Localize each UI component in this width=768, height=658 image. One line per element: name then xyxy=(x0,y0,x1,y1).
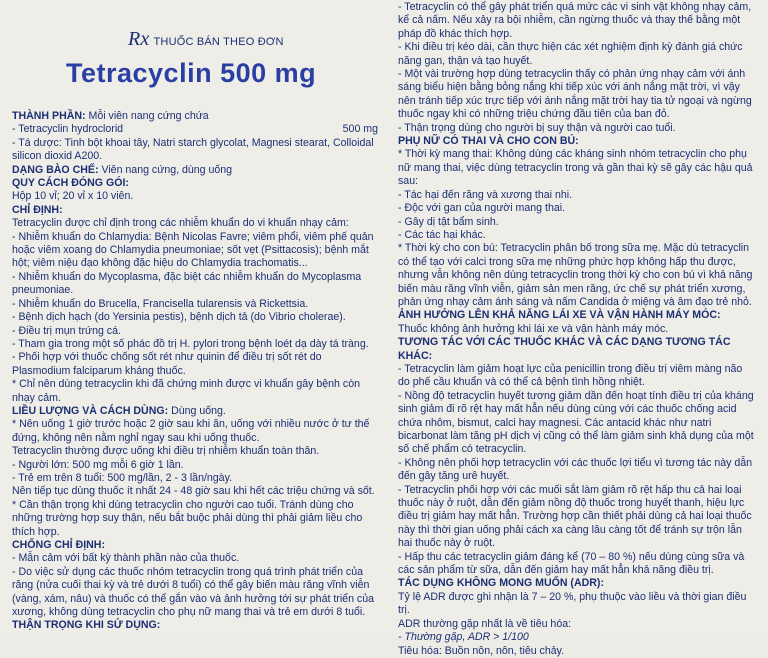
dose-list xyxy=(12,418,378,539)
pregnancy-line: - Độc với gan của người mang thai. xyxy=(398,202,566,215)
interaction-line: - Tetracyclin phối hợp với các muối sắt làm giảm rõ rệt hấp thu cả hai loại thuốc này ở ruột, dẫn đến giảm nồng độ thuốc trong huyết thanh, hiệu lực điều trị giảm hay mất hẳn. Trường hợp cần thiết phải dùng cả hai loại thuốc này thì thời gian uống phải cách xa càng lâu càng tốt để tránh sự trộn lẫn hai thuốc này ở ruột. xyxy=(398,483,752,550)
pregnancy-line: * Thời kỳ mang thai: Không dùng các kháng sinh nhóm tetracyclin cho phụ nữ mang thai, việc dùng tetracyclin trong và gần thai kỳ sẽ gây các hậu quả sau: xyxy=(398,148,753,188)
composition-intro: Mỗi viên nang cứng chứa xyxy=(85,110,209,122)
interaction-title: TƯƠNG TÁC VỚI CÁC THUỐC KHÁC VÀ CÁC DẠNG TƯƠNG TÁC KHÁC: xyxy=(398,336,731,362)
product-name: Tetracyclin 500 mg xyxy=(66,58,317,88)
adr-line: ADR thường gặp nhất là về tiêu hóa: xyxy=(398,617,572,630)
indication-line: - Bệnh dịch hạch (do Yersinia pestis), bệnh dịch tả (do Vibrio cholerae). xyxy=(12,311,346,324)
rx-symbol: Rx xyxy=(128,28,150,50)
dose-title: LIỀU LƯỢNG VÀ CÁCH DÙNG: xyxy=(12,404,169,417)
composition-item: - Tetracyclin hydroclorid xyxy=(12,123,124,136)
adr-line: - Thường gặp, ADR > 1/100 xyxy=(398,631,529,644)
excipients: - Tá dược: Tinh bột khoai tây, Natri starch glycolat, Magnesi stearat, Colloidal silicon dioxid A200. xyxy=(12,136,374,163)
dose-line: - Trẻ em trên 8 tuổi: 500 mg/lần, 2 - 3 lần/ngày. xyxy=(12,471,233,484)
adr-title: TÁC DỤNG KHÔNG MONG MUỐN (ADR): xyxy=(398,577,604,590)
interaction-line: - Không nên phối hợp tetracyclin với các thuốc lợi tiểu vì tương tác này dẫn đến gây tăng urê huyết. xyxy=(398,456,753,483)
composition-qty: 500 mg xyxy=(342,123,378,136)
pregnancy-line: - Các tác hại khác. xyxy=(398,228,486,241)
indication-line: * Chỉ nên dùng tetracyclin khi đã chứng minh được vi khuẩn gây bệnh còn nhạy cảm. xyxy=(12,378,360,404)
composition xyxy=(12,110,378,123)
contra-line: - Do việc sử dụng các thuốc nhóm tetracyclin trong quá trình phát triển của răng (nửa cuối thai kỳ và trẻ dưới 8 tuổi) có thể gây biến màu răng vĩnh viễn (vàng, xám, nâu) và thuốc có thể gắn vào và ảnh hưởng tới sự phát triển của xương, không dùng tetracyclin cho phụ nữ mang thai và trẻ em dưới 8 tuổi. xyxy=(12,565,374,619)
caution-title: THẬN TRỌNG KHI SỬ DỤNG: xyxy=(12,619,161,632)
left-column xyxy=(12,110,378,633)
driving-title: ẢNH HƯỞNG LÊN KHẢ NĂNG LÁI XE VÀ VẬN HÀNH MÁY MÓC: xyxy=(398,309,721,322)
pack-title: QUY CÁCH ĐÓNG GÓI: xyxy=(12,177,129,190)
dosage xyxy=(12,405,378,418)
form-title: DẠNG BÀO CHẾ: xyxy=(12,163,99,176)
dose-line: Nên tiếp tục dùng thuốc ít nhất 24 - 48 giờ sau khi hết các triệu chứng và sốt. xyxy=(12,485,375,498)
indication-line: - Nhiễm khuẩn do Chlamydia: Bệnh Nicolas Favre; viêm phổi, viêm phế quản hoặc viêm xoang do Chlamydia pneumoniae; sốt vẹt (Psittacosis); bệnh mắt hột; viêm niệu đạo không đặc hiệu do Chlamydia trachomatis... xyxy=(12,230,374,270)
pregnancy-line: - Tác hại đến răng và xương thai nhi. xyxy=(398,188,573,201)
contra-title: CHỐNG CHỈ ĐỊNH: xyxy=(12,539,105,551)
rx-text: THUỐC BÁN THEO ĐƠN xyxy=(153,36,284,48)
indication-line: Tetracyclin được chỉ định trong các nhiễm khuẩn do vi khuẩn nhạy cảm: xyxy=(12,217,349,230)
dose-line: Tetracyclin thường được uống khi điều trị nhiễm khuẩn toàn thân. xyxy=(12,445,320,458)
pack-value: Hộp 10 vỉ; 20 vỉ x 10 viên. xyxy=(12,190,134,203)
dose-intro: Dùng uống. xyxy=(168,404,226,417)
pregnancy-line: - Gây dị tật bẩm sinh. xyxy=(398,215,499,228)
interaction-line: - Tetracyclin làm giảm hoạt lực của penicillin trong điều trị viêm màng não do phế cầu khuẩn và có thể cả bệnh tình hồng nhiệt. xyxy=(398,362,743,389)
caution-line: - Một vài trường hợp dùng tetracyclin thấy có phản ứng nhạy cảm với ánh sáng biểu hiện bằng bỏng nắng khi tiếp xúc với ánh nắng mặt trời, vì vậy nên tránh tiếp xúc trực tiếp với ánh nắng mặt trời hay tia tử ngoại và ngừng thuốc ngay khi có những triệu chứng đầu tiên của ban đỏ. xyxy=(398,68,752,121)
rx-header xyxy=(128,28,284,51)
caution-line: - Tetracyclin có thể gây phát triển quá mức các vi sinh vật không nhạy cảm, kể cả nấm. Nếu xảy ra bội nhiễm, cần ngừng thuốc và thay thế bằng một pháp đồ khác thích hợp. xyxy=(398,1,752,40)
composition-title: THÀNH PHẦN: xyxy=(12,110,86,122)
indication-line: - Nhiễm khuẩn do Mycoplasma, đặc biệt các nhiễm khuẩn do Mycoplasma pneumoniae. xyxy=(12,270,362,297)
indication-line: - Điều trị mụn trứng cá. xyxy=(12,324,121,337)
interaction-line: - Nồng độ tetracyclin huyết tương giảm dần đến hoạt tính điều trị của kháng sinh giảm đi rõ rệt hay mất hẳn nếu dùng cùng với các thuốc chống acid chứa nhôm, bismut, calci hay magnesi. Các antacid khác như natri bicarbonat làm tăng pH dịch vị cũng có thể làm giảm sinh khả dụng của một số chế phẩm có tetracyclin. xyxy=(398,389,754,456)
adr-line: Tỷ lệ ADR được ghi nhận là 7 – 20 %, phụ thuộc vào liều và thời gian điều trị. xyxy=(398,590,747,617)
contra-line: - Mẫn cảm với bất kỳ thành phần nào của thuốc. xyxy=(12,552,240,565)
right-column xyxy=(398,1,756,658)
indication-line: - Phối hợp với thuốc chống sốt rét như quinin để điều trị sốt rét do Plasmodium falciparum kháng thuốc. xyxy=(12,351,322,377)
composition-item-row xyxy=(12,123,378,136)
caution-line: - Khi điều trị kéo dài, cần thực hiện các xét nghiệm định kỳ đánh giá chức năng gan, thận và tạo huyết. xyxy=(398,41,743,67)
dose-line: - Người lớn: 500 mg mỗi 6 giờ 1 lần. xyxy=(12,458,184,471)
indication-line: - Nhiễm khuẩn do Brucella, Francisella tularensis và Rickettsia. xyxy=(12,297,309,310)
interaction-line: - Hấp thu các tetracyclin giảm đáng kể (70 – 80 %) nếu dùng cùng sữa và các sản phẩm từ sữa, dẫn đến giảm hay mất hẳn khả năng điều trị. xyxy=(398,550,745,577)
dose-line: * Cần thận trọng khi dùng tetracyclin cho người cao tuổi. Tránh dùng cho những trường hợp suy thận, nếu bắt buộc phải dùng thì phải giảm liều cho thích hợp. xyxy=(12,498,363,538)
indication-line: - Tham gia trong một số phác đồ trị H. pylori trong bệnh loét dạ dày tá tràng. xyxy=(12,337,369,350)
form-value: Viên nang cứng, dùng uống xyxy=(98,163,233,176)
indication-list xyxy=(12,217,378,405)
pregnancy-title: PHỤ NỮ CÓ THAI VÀ CHO CON BÚ: xyxy=(398,135,579,148)
dose-line: * Nên uống 1 giờ trước hoặc 2 giờ sau khi ăn, uống với nhiều nước ở tư thế đứng, không nên nằm nghỉ ngay sau khi uống thuốc. xyxy=(12,418,370,444)
dosage-form xyxy=(12,164,378,177)
indication-title: CHỈ ĐỊNH: xyxy=(12,203,63,216)
pregnancy-line: * Thời kỳ cho con bú: Tetracyclin phân bố trong sữa mẹ. Mặc dù tetracyclin có thể tạo với calci trong sữa mẹ những phức hợp không hấp thu được, nhưng vẫn không nên dùng tetracyclin trong thời kỳ cho con bú vì khả năng biến màu răng vĩnh viễn, giảm sản men răng, ức chế sự phát triển xương, phản ứng nhạy cảm ánh sáng và nấm Candida ở miệng và âm đạo trẻ nhỏ. xyxy=(398,242,753,308)
driving-text: Thuốc không ảnh hưởng khi lái xe và vận hành máy móc. xyxy=(398,322,669,335)
caution-line: - Thận trọng dùng cho người bị suy thận và người cao tuổi. xyxy=(398,121,676,134)
adr-line: Tiêu hóa: Buồn nôn, nôn, tiêu chảy. xyxy=(398,644,565,657)
